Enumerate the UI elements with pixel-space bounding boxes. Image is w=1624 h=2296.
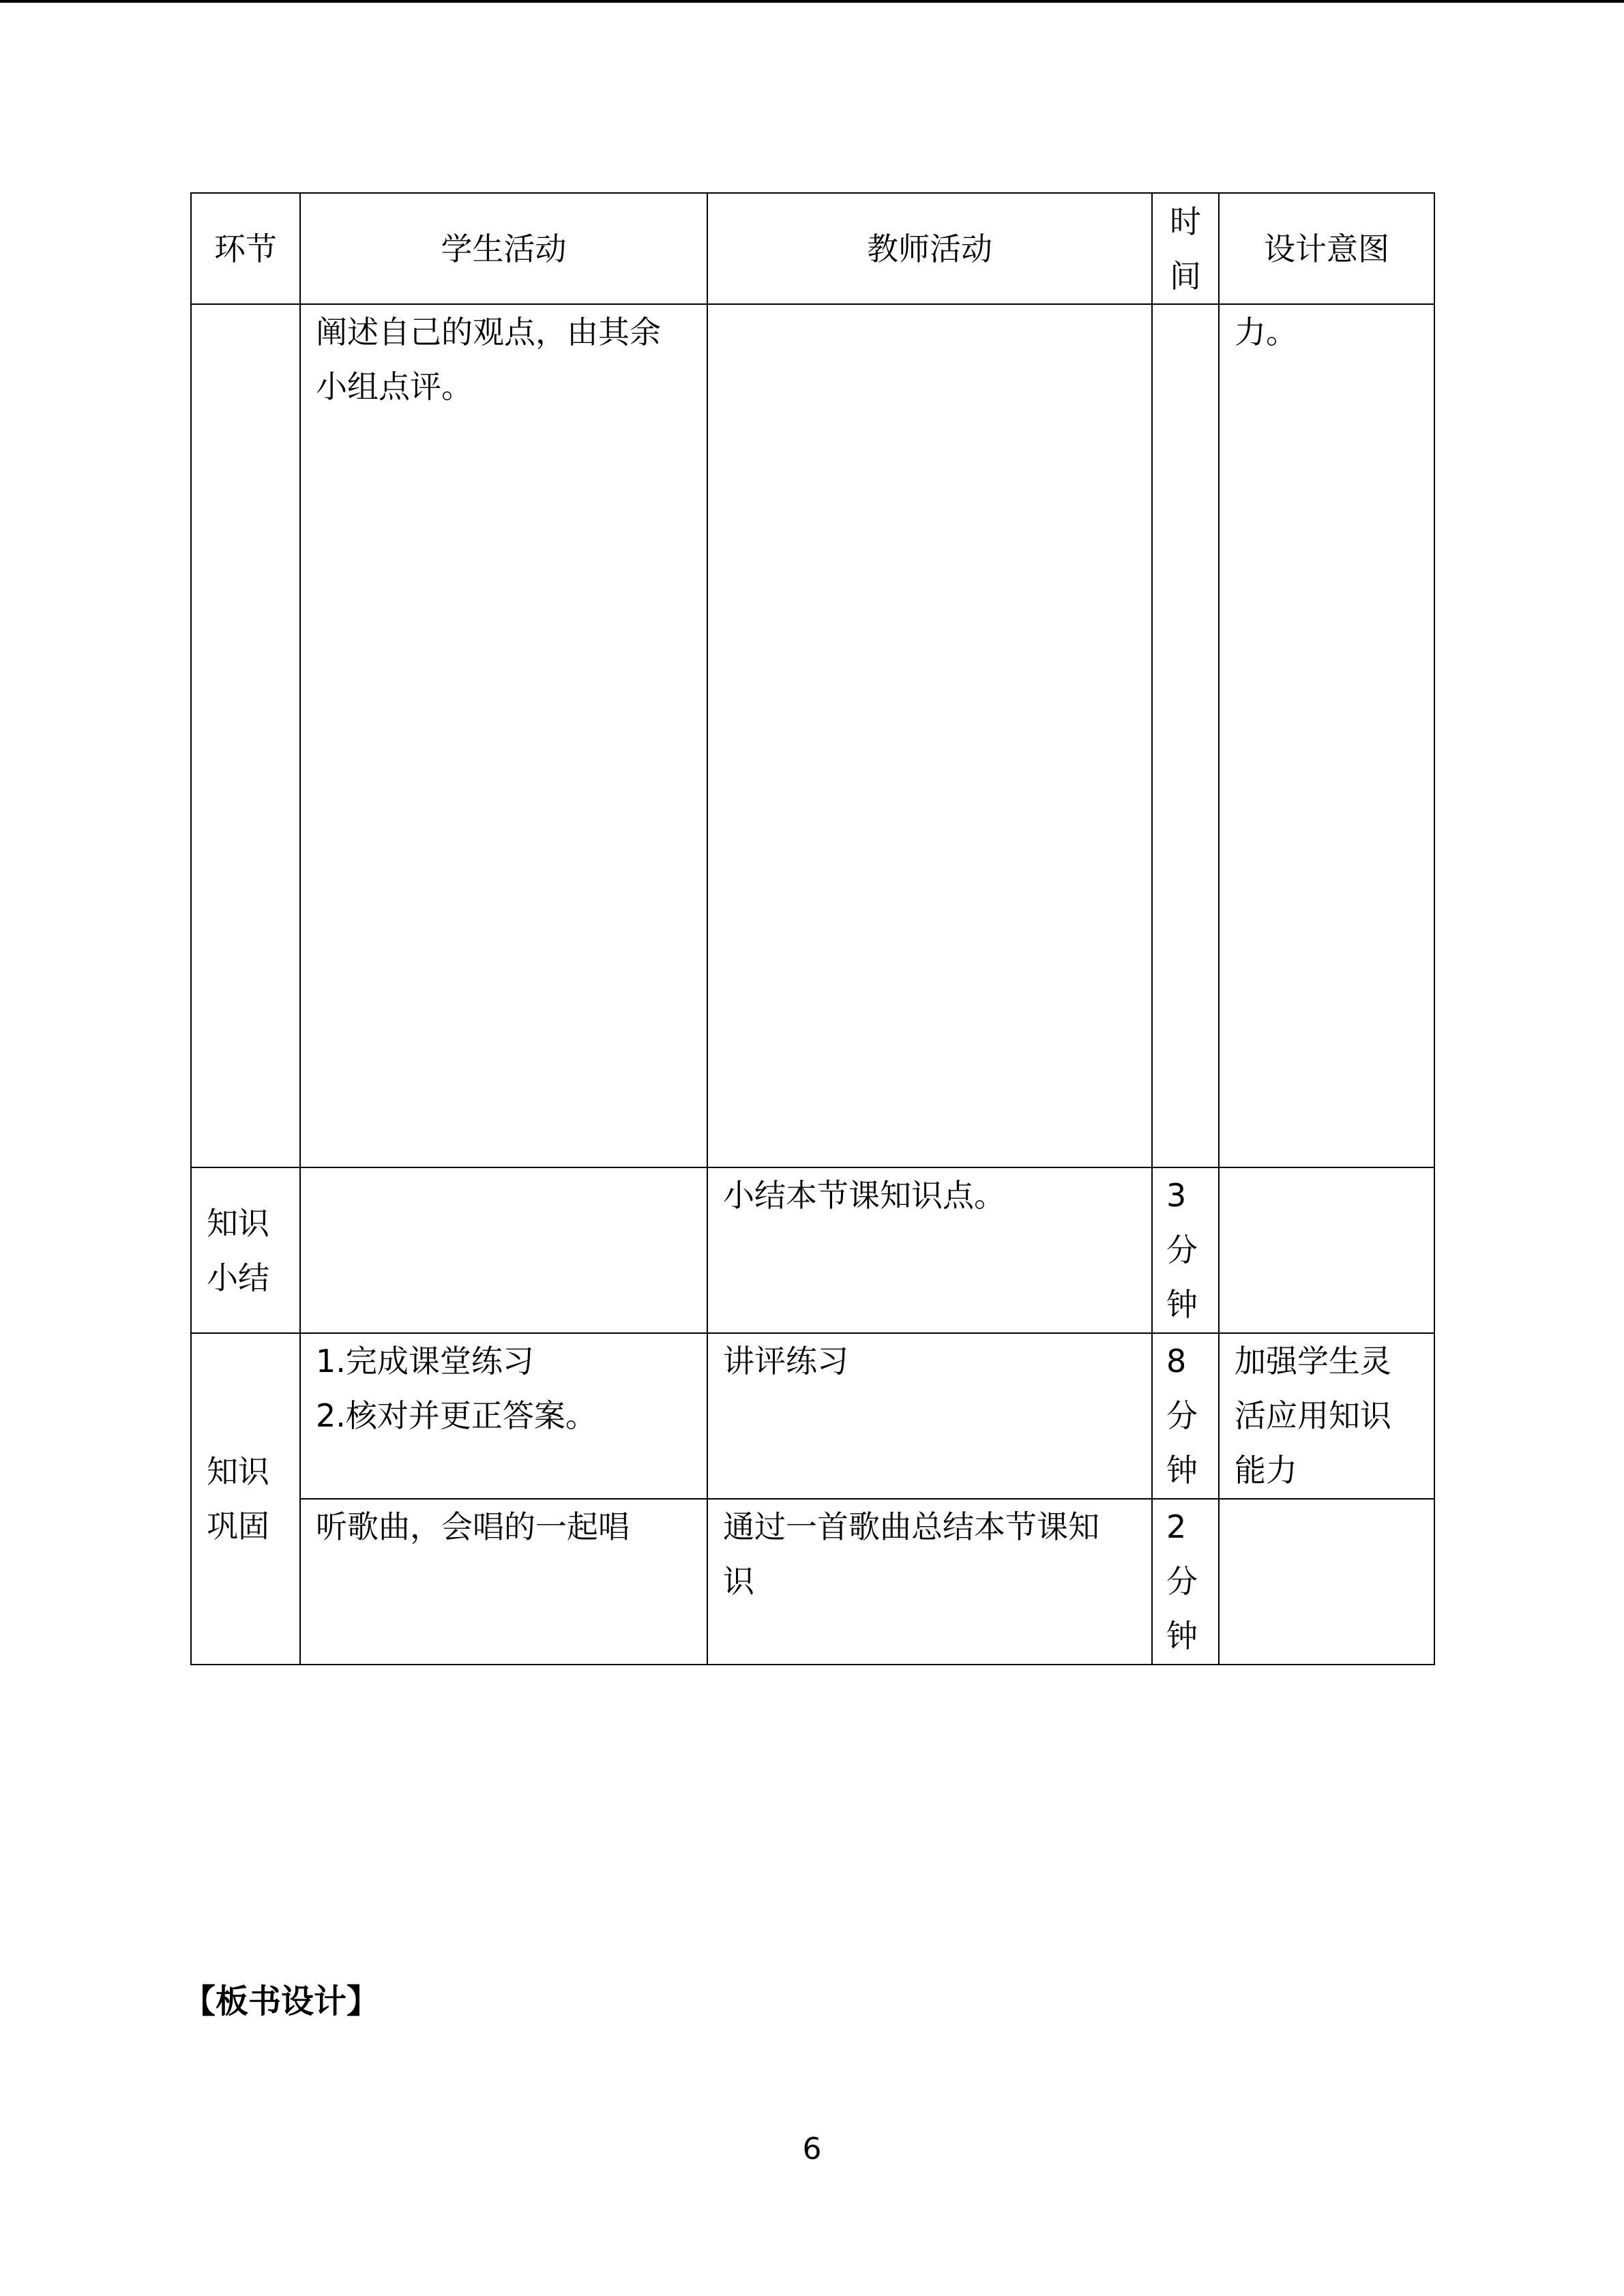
stage-cell xyxy=(191,1167,300,1333)
cell-line: 通过一首歌曲总结本节课知 xyxy=(723,1508,1099,1545)
cell-line: 钟 xyxy=(1166,1617,1198,1654)
cell-line: 分 xyxy=(1166,1397,1198,1434)
page-number: 6 xyxy=(802,2132,822,2166)
cell-line: 听歌曲，会唱的一起唱 xyxy=(316,1508,630,1545)
lesson-plan-table xyxy=(190,192,1435,1665)
cell-line: 小结本节课知识点。 xyxy=(723,1177,1005,1214)
time-cell xyxy=(1152,1499,1219,1665)
student-activity-cell xyxy=(300,304,707,1167)
table-row xyxy=(191,1499,1434,1665)
header-time xyxy=(1152,193,1219,304)
time-cell xyxy=(1152,1167,1219,1333)
cell-line: 小组点评。 xyxy=(316,368,473,405)
header-stage: 环节 xyxy=(191,193,300,304)
cell-line: 2 xyxy=(1166,1508,1187,1545)
cell-line: 讲评练习 xyxy=(723,1343,848,1380)
top-border-line xyxy=(0,0,1624,3)
cell-line: 知识 xyxy=(207,1453,269,1490)
cell-line: 钟 xyxy=(1166,1452,1198,1489)
header-teacher-activity: 教师活动 xyxy=(707,193,1152,304)
time-cell xyxy=(1152,1333,1219,1499)
cell-line: 阐述自己的观点，由其余 xyxy=(316,314,661,351)
table-row xyxy=(191,1167,1434,1333)
cell-line: 能力 xyxy=(1235,1452,1297,1489)
teacher-activity-cell xyxy=(707,1333,1152,1499)
teacher-activity-cell xyxy=(707,304,1152,1167)
design-intent-cell xyxy=(1219,1499,1434,1665)
cell-line: 3 xyxy=(1166,1177,1187,1214)
design-intent-cell xyxy=(1219,1333,1434,1499)
cell-line: 知识 xyxy=(207,1204,269,1242)
student-activity-cell xyxy=(300,1499,707,1665)
design-intent-cell xyxy=(1219,1167,1434,1333)
cell-line: 力。 xyxy=(1235,314,1297,351)
table-row xyxy=(191,1333,1434,1499)
student-activity-cell xyxy=(300,1333,707,1499)
header-time-line: 间 xyxy=(1170,257,1201,295)
header-time-line: 时 xyxy=(1170,203,1201,240)
teacher-activity-cell xyxy=(707,1499,1152,1665)
cell-line: 分 xyxy=(1166,1232,1198,1268)
cell-line: 8 xyxy=(1166,1343,1187,1380)
design-intent-cell xyxy=(1219,304,1434,1167)
table-header-row xyxy=(191,193,1434,304)
stage-cell xyxy=(191,304,300,1167)
student-activity-cell xyxy=(300,1167,707,1333)
teacher-activity-cell xyxy=(707,1167,1152,1333)
table-row xyxy=(191,304,1434,1167)
cell-line: 1.完成课堂练习 xyxy=(316,1343,534,1380)
cell-line: 分 xyxy=(1166,1563,1198,1600)
time-cell xyxy=(1152,304,1219,1167)
cell-line: 小结 xyxy=(207,1259,269,1296)
cell-line: 巩固 xyxy=(207,1508,269,1545)
section-title-board-design: 【板书设计】 xyxy=(183,1982,380,2021)
header-design-intent: 设计意图 xyxy=(1219,193,1434,304)
cell-line: 识 xyxy=(723,1563,754,1600)
cell-line: 活应用知识 xyxy=(1235,1397,1391,1434)
header-student-activity: 学生活动 xyxy=(300,193,707,304)
cell-line: 钟 xyxy=(1166,1286,1198,1323)
cell-line: 2.核对并更正答案。 xyxy=(316,1397,597,1434)
cell-line: 加强学生灵 xyxy=(1235,1343,1391,1380)
stage-cell xyxy=(191,1333,300,1665)
